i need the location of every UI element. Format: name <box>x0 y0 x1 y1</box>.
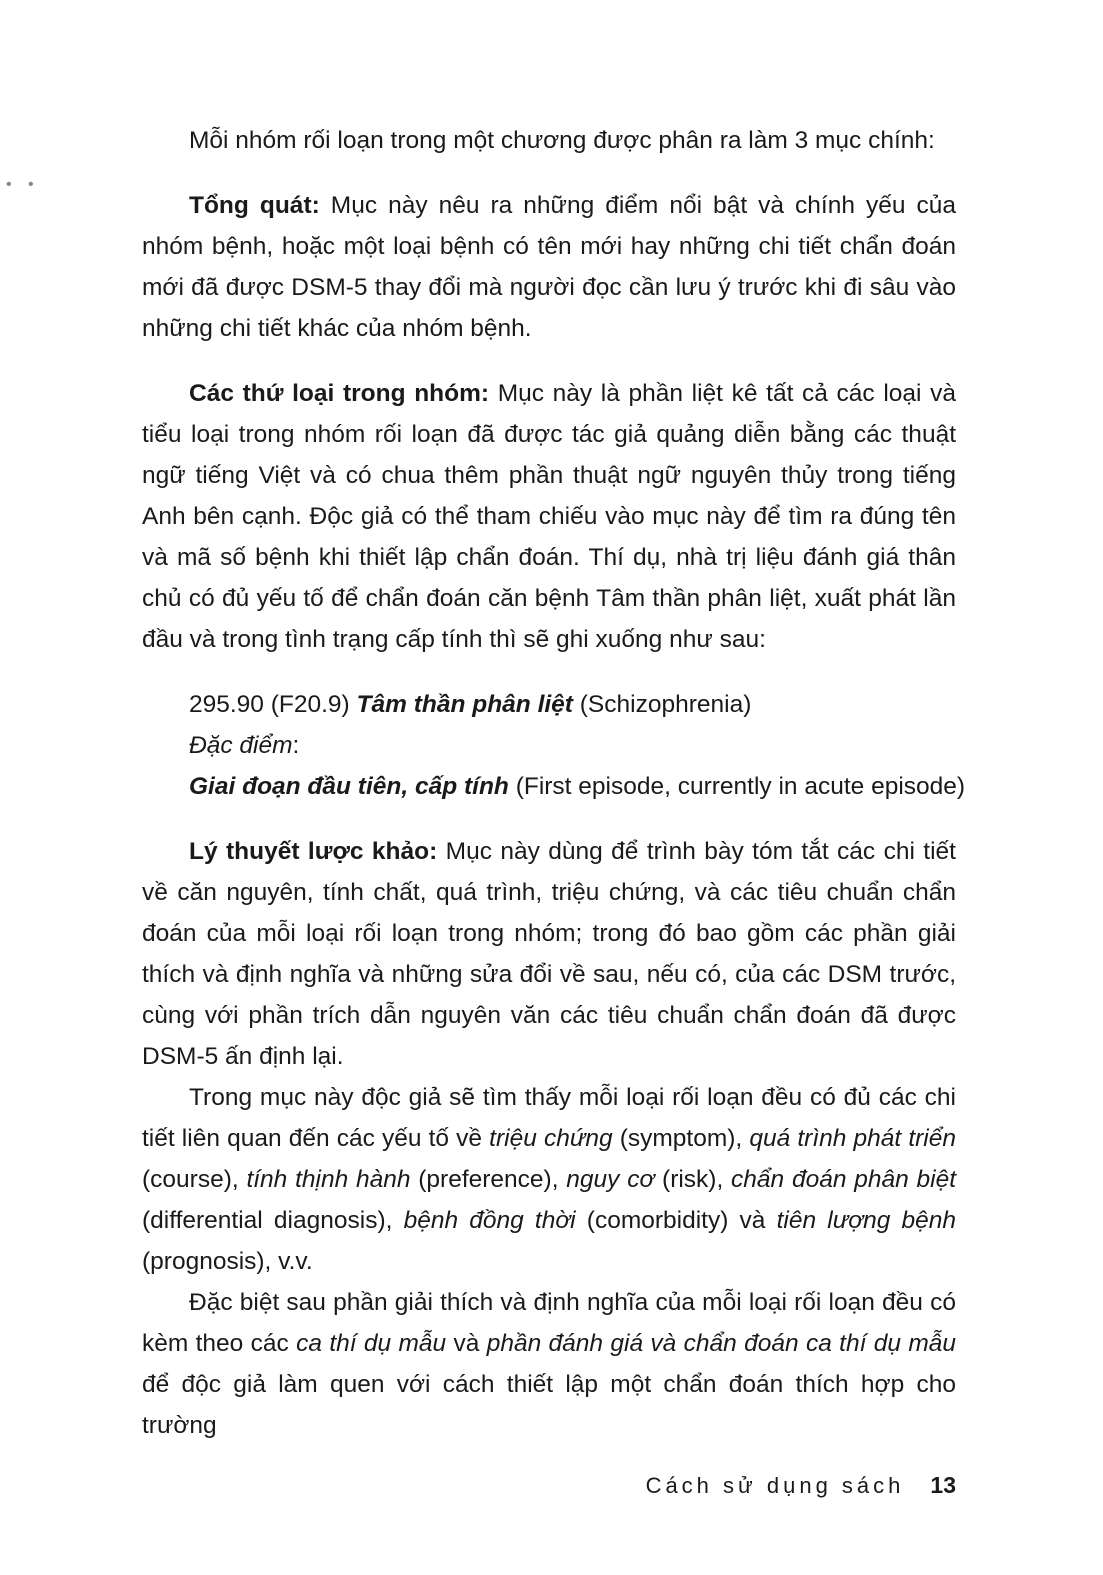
page-number: 13 <box>930 1472 956 1498</box>
details-text-7: (comorbidity) và <box>575 1207 777 1234</box>
details-paragraph <box>142 1077 956 1282</box>
theory-paragraph <box>142 831 956 1077</box>
example-name-en: (Schizophrenia) <box>572 691 752 718</box>
special-text-1: Đặc biệt sau phần giải thích và định nghĩa của mỗi loại rối loạn đều có kèm theo các <box>142 1289 956 1357</box>
details-term-symptom: triệu chứng <box>489 1125 613 1152</box>
theory-heading: Lý thuyết lược khảo: <box>189 838 438 865</box>
details-term-prognosis: tiên lượng bệnh <box>776 1207 956 1234</box>
details-text-2: (symptom), <box>612 1125 750 1152</box>
details-text-3: (course), <box>142 1166 247 1193</box>
details-term-preference: tính thịnh hành <box>246 1166 411 1193</box>
example-spec-label: Đặc điểm <box>189 732 293 759</box>
types-text: Mục này là phần liệt kê tất cả các loại và tiểu loại trong nhóm rối loạn đã được tác giả quảng diễn bằng các thuật ngữ tiếng Việt và có chua thêm phần thuật ngữ nguyên thủy trong tiếng Anh bên cạnh. Độc giả có thể tham chiếu vào mục này để tìm ra đúng tên và mã số bệnh khi thiết lập chẩn đoán. Thí dụ, nhà trị liệu đánh giá thân chủ có đủ yếu tố để chẩn đoán căn bệnh Tâm thần phân liệt, xuất phát lần đầu và trong tình trạng cấp tính thì sẽ ghi xuống như sau: <box>142 380 956 653</box>
details-term-differential: chẩn đoán phân biệt <box>731 1166 957 1193</box>
example-spec-value: Giai đoạn đầu tiên, cấp tính <box>189 773 509 800</box>
margin-dots: • • <box>6 176 40 193</box>
details-term-risk: nguy cơ <box>566 1166 655 1193</box>
types-heading: Các thứ loại trong nhóm: <box>189 380 490 407</box>
example-spec-colon: : <box>292 732 300 759</box>
example-line-spec <box>189 725 956 766</box>
special-term-assessment: phần đánh giá và chẩn đoán ca thí dụ mẫu <box>486 1330 956 1357</box>
running-footer-title: Cách sử dụng sách <box>645 1473 905 1498</box>
types-paragraph <box>142 373 956 660</box>
example-line-code <box>189 684 956 725</box>
overview-heading: Tổng quát: <box>189 192 320 219</box>
details-term-comorbidity: bệnh đồng thời <box>403 1207 576 1234</box>
example-spec-value-en: (First episode, currently in acute episode) <box>508 773 966 800</box>
diagnosis-example <box>189 684 966 807</box>
special-term-sample-case: ca thí dụ mẫu <box>296 1330 447 1357</box>
example-name: Tâm thần phân liệt <box>356 691 573 718</box>
theory-text: Mục này dùng để trình bày tóm tắt các chi tiết về căn nguyên, tính chất, quá trình, triệu chứng, và các tiêu chuẩn chẩn đoán của mỗi loại rối loạn trong nhóm; trong đó bao gồm các phần giải thích và định nghĩa và những sửa đổi về sau, nếu có, của các DSM trước, cùng với phần trích dẫn nguyên văn các tiêu chuẩn chẩn đoán đã được DSM-5 ấn định lại. <box>142 838 956 1070</box>
details-term-course: quá trình phát triển <box>749 1125 957 1152</box>
example-code: 295.90 (F20.9) <box>189 691 357 718</box>
details-text-4: (preference), <box>410 1166 567 1193</box>
page-footer <box>646 1470 956 1501</box>
special-paragraph <box>142 1282 956 1446</box>
special-text-2: và <box>446 1330 487 1357</box>
details-text-1: Trong mục này độc giả sẽ tìm thấy mỗi loại rối loạn đều có đủ các chi tiết liên quan đến các yếu tố về <box>142 1084 956 1152</box>
intro-paragraph: Mỗi nhóm rối loạn trong một chương được phân ra làm 3 mục chính: <box>189 127 935 154</box>
example-line-value <box>189 766 966 807</box>
page-body <box>142 120 966 1446</box>
overview-text: Mục này nêu ra những điểm nổi bật và chính yếu của nhóm bệnh, hoặc một loại bệnh có tên mới hay những chi tiết chẩn đoán mới đã được DSM-5 thay đổi mà người đọc cần lưu ý trước khi đi sâu vào những chi tiết khác của nhóm bệnh. <box>142 192 957 342</box>
details-text-5: (risk), <box>654 1166 732 1193</box>
details-text-6: (differential diagnosis), <box>142 1207 404 1234</box>
overview-paragraph <box>142 185 956 349</box>
special-text-3: để độc giả làm quen với cách thiết lập một chẩn đoán thích hợp cho trường <box>142 1371 956 1439</box>
details-text-8: (prognosis), v.v. <box>142 1248 313 1275</box>
